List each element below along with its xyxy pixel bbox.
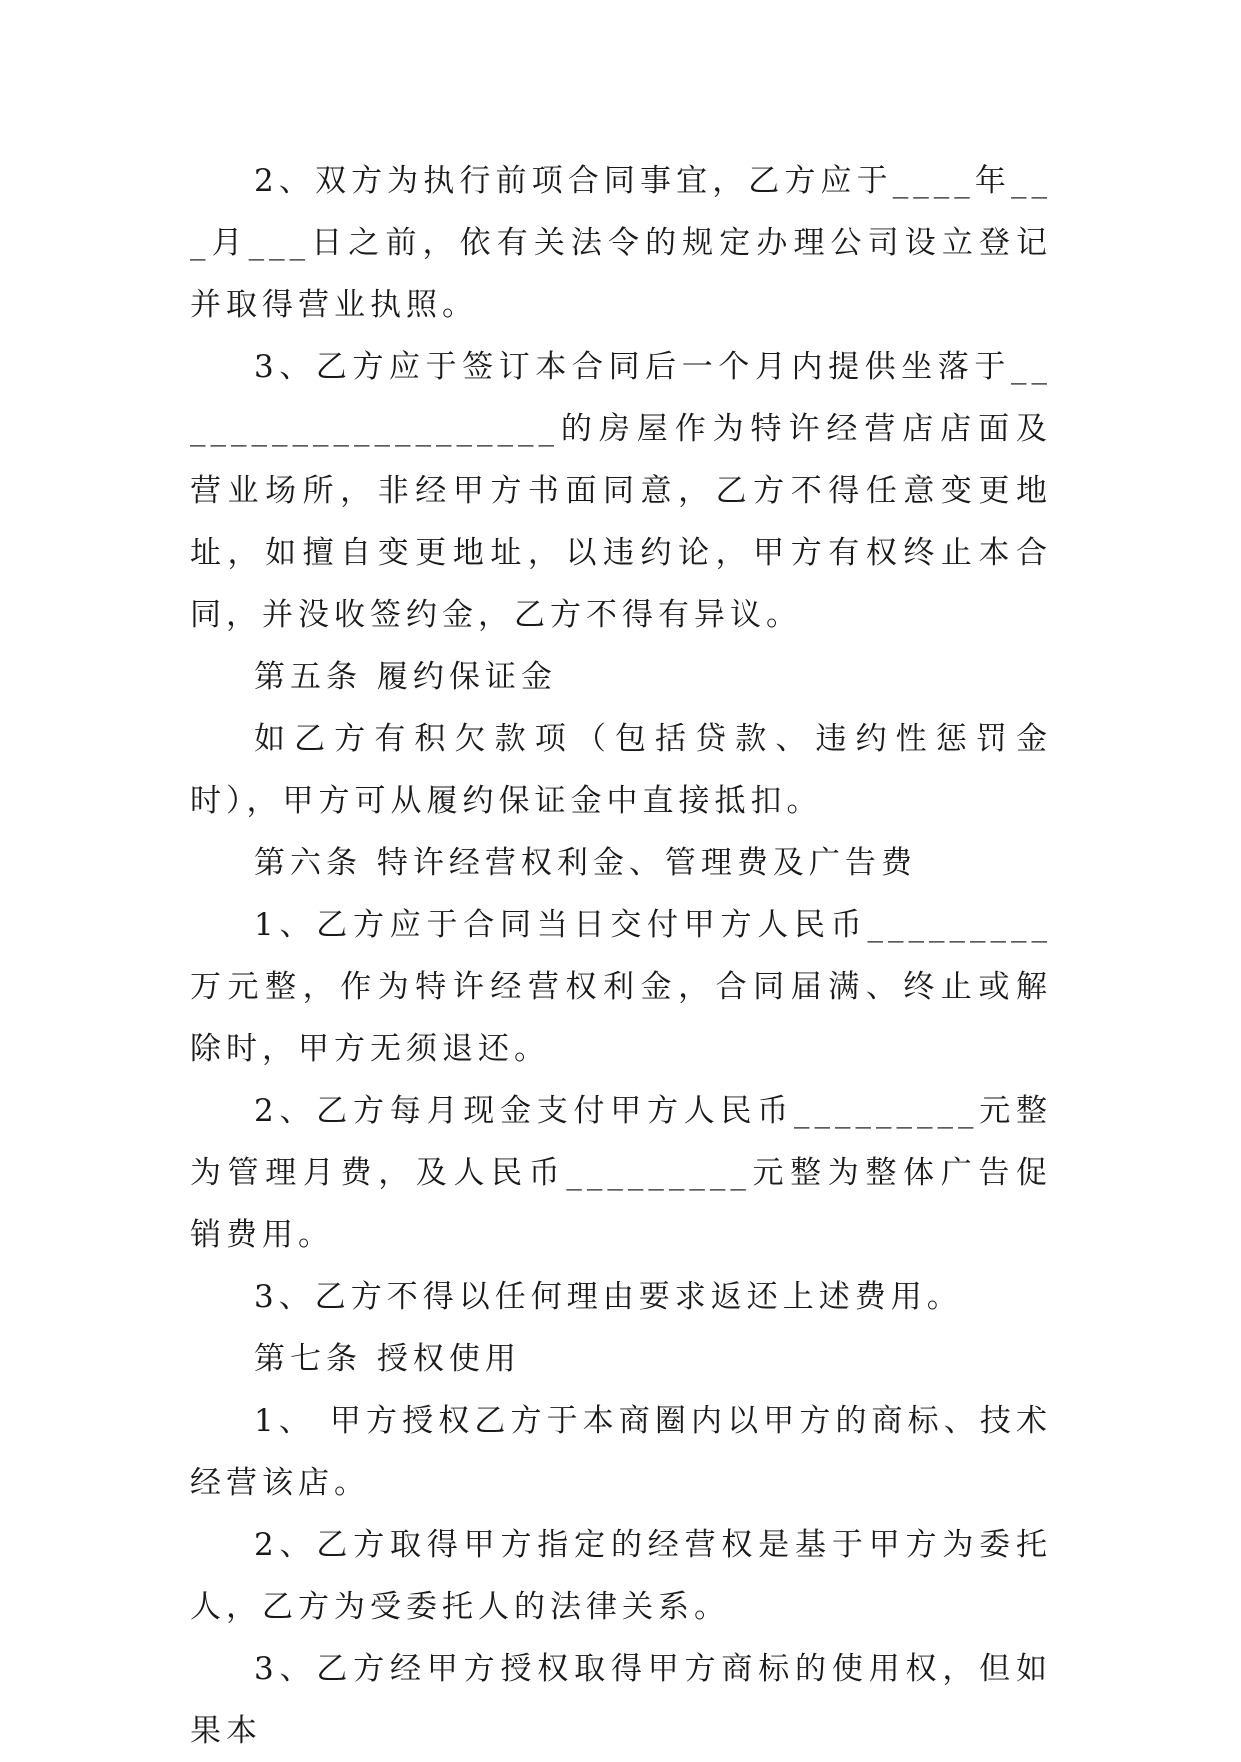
article-7-heading: 第七条 授权使用 — [254, 1341, 521, 1377]
article-7-item-2: 2、乙方取得甲方指定的经营权是基于甲方为委托人，乙方为受委托人的法律关系。 — [190, 1527, 1052, 1625]
clause-4-item-2: 2、双方为执行前项合同事宜，乙方应于____年___月___日之前，依有关法令的规定办理公司设立登记并取得营业执照。 — [190, 163, 1052, 323]
article-7-item-1: 1、 甲方授权乙方于本商圈内以甲方的商标、技术经营该店。 — [190, 1403, 1052, 1501]
article-5-heading: 第五条 履约保证金 — [254, 659, 557, 695]
article-6-item-3: 3、乙方不得以任何理由要求返还上述费用。 — [254, 1279, 963, 1315]
article-6-heading: 第六条 特许经营权利金、管理费及广告费 — [254, 845, 917, 881]
article-6-item-2: 2、乙方每月现金支付甲方人民币_________元整为管理月费，及人民币_________元整为整体广告促销费用。 — [190, 1093, 1052, 1253]
article-5-text: 如乙方有积欠款项（包括贷款、违约性惩罚金时），甲方可从履约保证金中直接抵扣。 — [190, 721, 1052, 819]
clause-4-item-3: 3、乙方应于签订本合同后一个月内提供坐落于____________________的房屋作为特许经营店店面及营业场所，非经甲方书面同意，乙方不得任意变更地址，如擅自变更地址，以违约论，甲方有权终止本合同，并没收签约金，乙方不得有异议。 — [190, 349, 1052, 633]
document-body — [190, 150, 1052, 1762]
article-7-item-3: 3、乙方经甲方授权取得甲方商标的使用权，但如果本 — [190, 1651, 1052, 1749]
article-6-item-1: 1、乙方应于合同当日交付甲方人民币_________万元整，作为特许经营权利金，合同届满、终止或解除时，甲方无须退还。 — [190, 907, 1052, 1067]
